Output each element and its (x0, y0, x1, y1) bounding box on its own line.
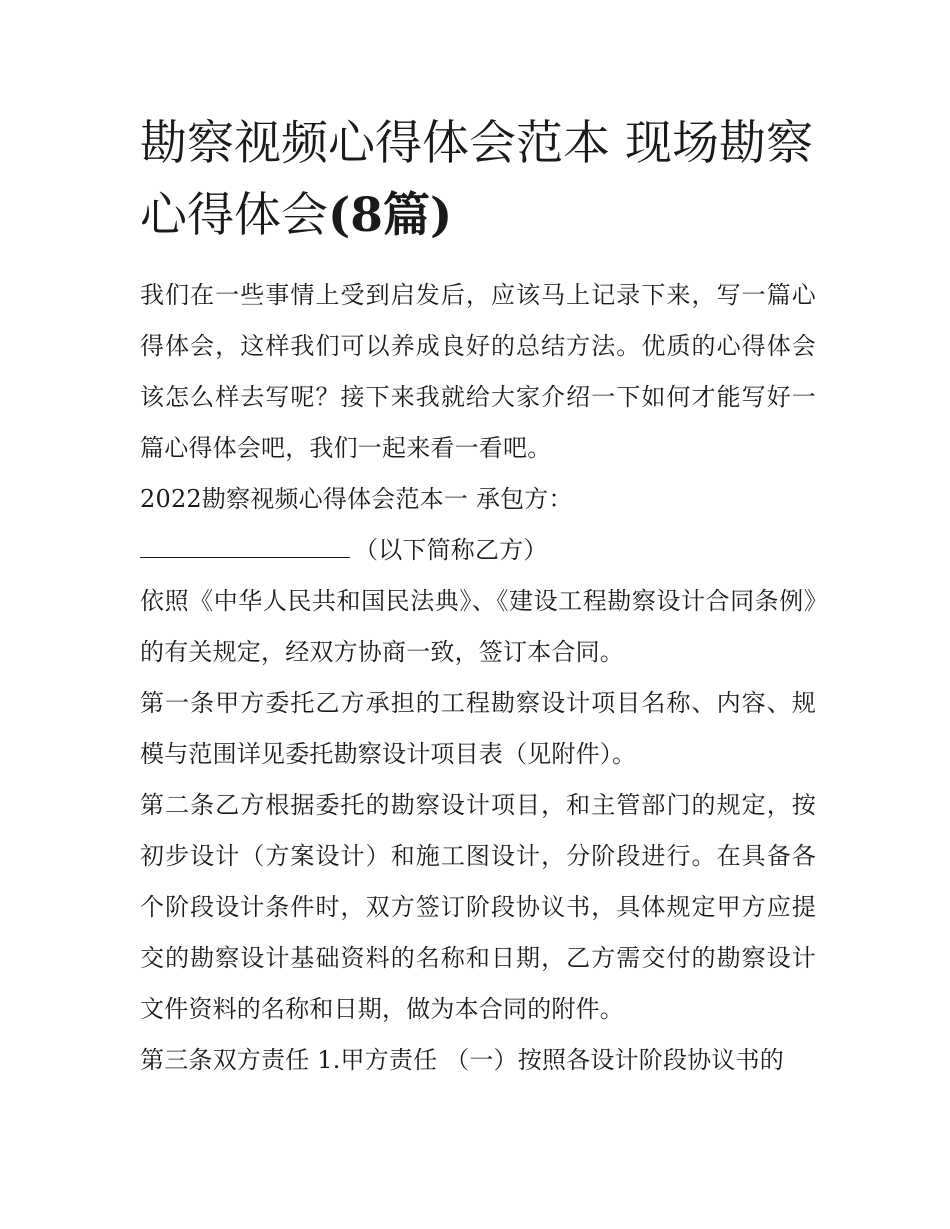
article-two-paragraph: 第二条乙方根据委托的勘察设计项目，和主管部门的规定，按初步设计（方案设计）和施工图设计，分阶段进行。在具备各个阶段设计条件时，双方签订阶段协议书，具体规定甲方应提交的勘察设计基础资料的名称和日期，乙方需交付的勘察设计文件资料的名称和日期，做为本合同的附件。 (140, 791, 816, 1023)
blank-line-paragraph (140, 525, 816, 576)
legal-basis-paragraph: 依照《中华人民共和国民法典》、《建设工程勘察设计合同条例》的有关规定，经双方协商一致，签订本合同。 (140, 587, 816, 666)
article-three-paragraph: 第三条双方责任 1.甲方责任 （一）按照各设计阶段协议书的 (140, 1046, 784, 1074)
document-body (140, 108, 816, 1086)
document-title (140, 108, 816, 252)
section-heading-paragraph: 2022勘察视频心得体会范本一 承包方： (140, 485, 573, 513)
fill-in-blank (140, 527, 350, 558)
title-count: (8篇) (328, 188, 453, 243)
title-text: 勘察视频心得体会范本 现场勘察心得体会 (140, 116, 813, 243)
article-one-paragraph: 第一条甲方委托乙方承担的工程勘察设计项目名称、内容、规模与范围详见委托勘察设计项目表（见附件）。 (140, 689, 816, 768)
intro-paragraph: 我们在一些事情上受到启发后，应该马上记录下来，写一篇心得体会，这样我们可以养成良好的总结方法。优质的心得体会该怎么样去写呢？接下来我就给大家介绍一下如何才能写好一篇心得体会吧，我们一起来看一看吧。 (140, 281, 816, 462)
blank-suffix: （以下简称乙方） (354, 536, 548, 564)
